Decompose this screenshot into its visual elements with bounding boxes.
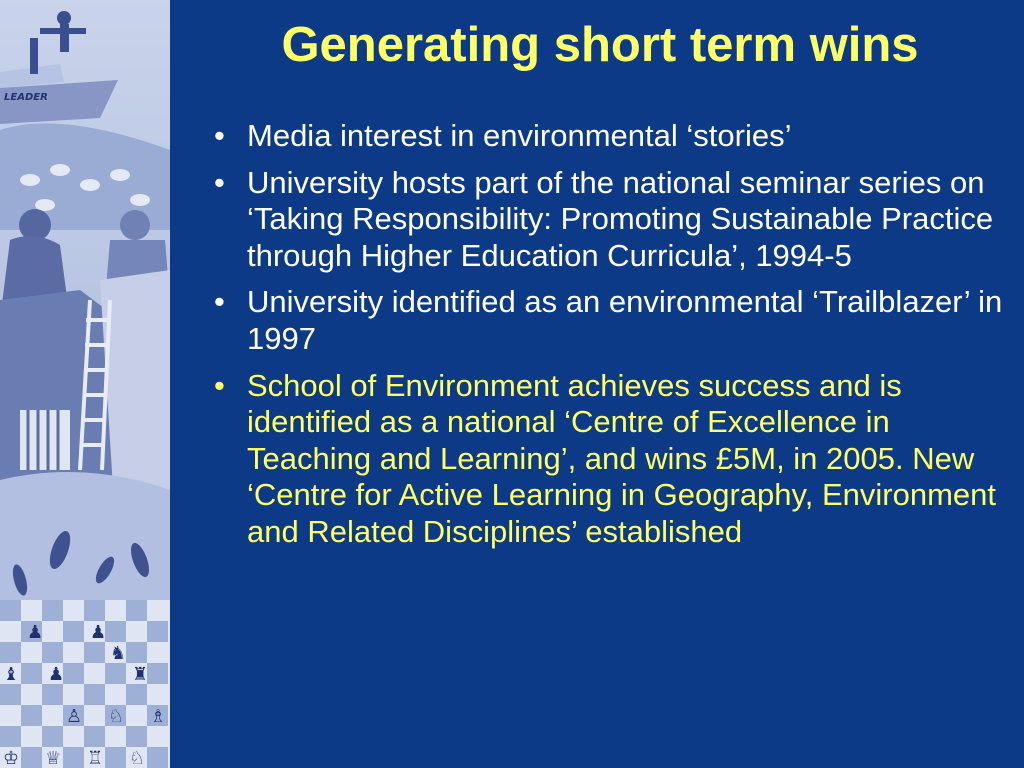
bullet-marker: • xyxy=(214,367,225,403)
slide-title: Generating short term wins xyxy=(281,18,919,72)
illustration-strip xyxy=(0,0,170,768)
bullet-item-seminar-series xyxy=(214,165,1004,275)
svg-text:♟: ♟ xyxy=(27,622,44,643)
svg-text:♝: ♝ xyxy=(3,664,20,685)
bullet-text: School of Environment achieves success and is identified as a national ‘Centre of Excellence in Teaching and Learning’, and wins £5M, in 2005. New ‘Centre for Active Learning in Geography, Environment and Related Disciplines’ established xyxy=(247,367,996,549)
bullet-text: Media interest in environmental ‘stories’ xyxy=(247,118,792,153)
bullet-item-trailblazer xyxy=(214,284,1004,357)
svg-text:♕: ♕ xyxy=(45,748,62,768)
bullet-item-centre-of-excellence xyxy=(214,368,1004,551)
bullet-text: University hosts part of the national seminar series on ‘Taking Responsibility: Promoting Sustainable Practice through Higher Education Curricula’, 1994-5 xyxy=(247,164,994,273)
bullet-marker: • xyxy=(214,164,225,200)
svg-text:♖: ♖ xyxy=(87,748,104,768)
bullet-text: University identified as an environmental ‘Trailblazer’ in 1997 xyxy=(247,284,1003,356)
svg-text:♜: ♜ xyxy=(132,664,149,685)
bullet-list xyxy=(214,118,1004,561)
svg-text:♔: ♔ xyxy=(3,748,20,768)
ship-label: LEADER xyxy=(4,92,48,103)
svg-text:♟: ♟ xyxy=(48,664,65,685)
decorative-illustration xyxy=(0,0,170,768)
bullet-item-media-interest xyxy=(214,118,1004,155)
bullet-marker: • xyxy=(214,284,225,320)
bullet-marker: • xyxy=(214,118,225,153)
svg-text:♗: ♗ xyxy=(150,706,167,727)
svg-text:♘: ♘ xyxy=(108,706,125,727)
svg-text:♘: ♘ xyxy=(129,748,146,768)
svg-text:♟: ♟ xyxy=(90,622,107,643)
chessboard-icon xyxy=(0,600,170,768)
svg-text:♞: ♞ xyxy=(110,643,127,664)
svg-text:♙: ♙ xyxy=(66,706,83,727)
